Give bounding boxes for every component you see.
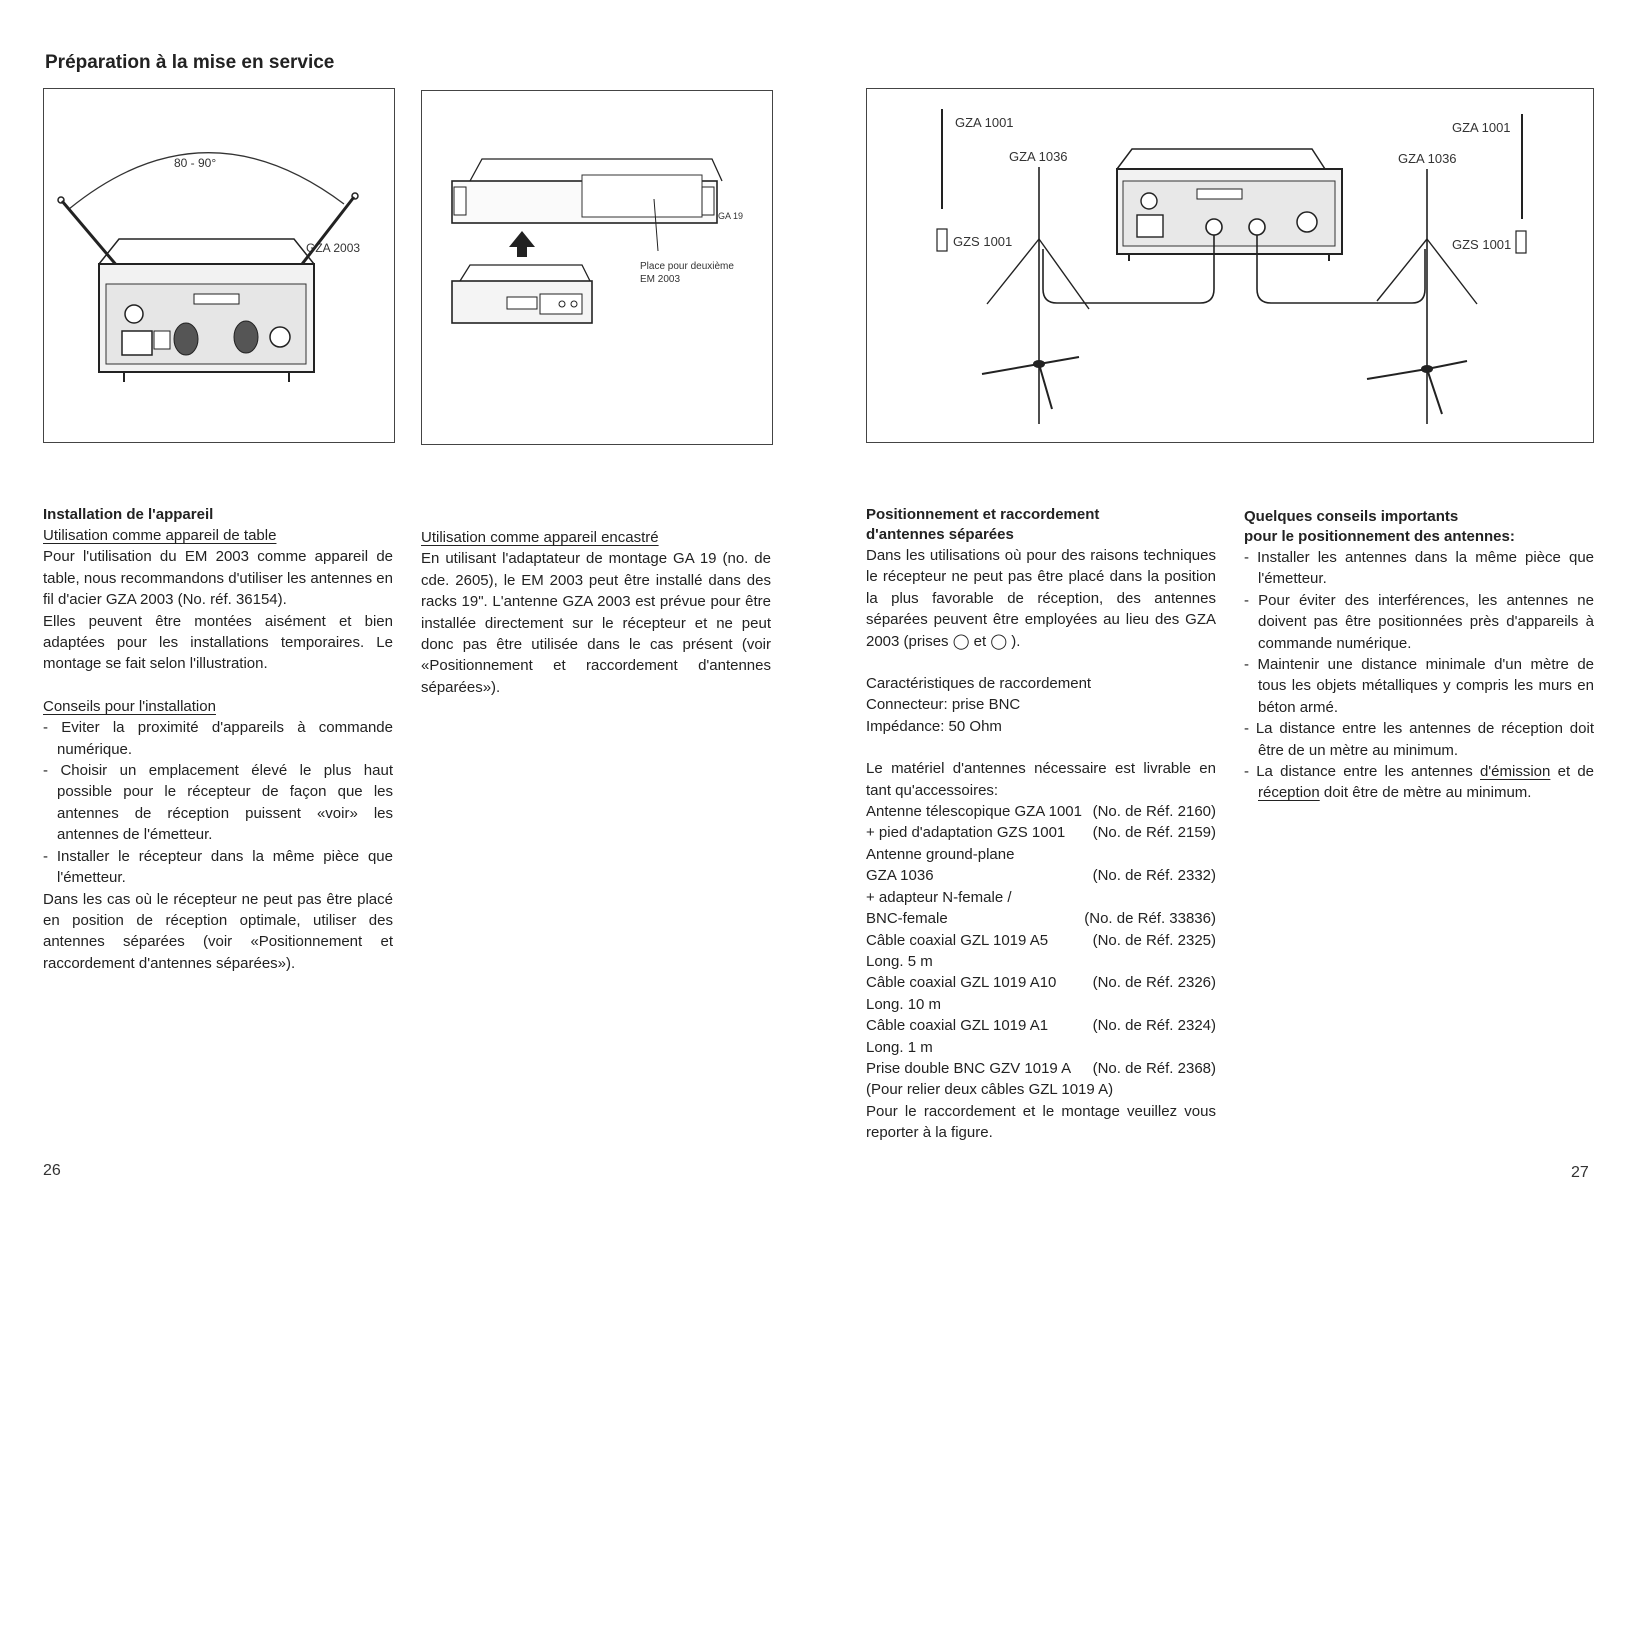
left-telescopic-label: GZA 1001 [955, 115, 1014, 130]
right-foot-label: GZS 1001 [1452, 237, 1512, 252]
column-installation [43, 505, 393, 974]
list-item: + adapteur N-female / [866, 888, 1012, 906]
right-telescopic-label: GZA 1001 [1452, 120, 1511, 135]
connection-title: Caractéristiques de raccordement [866, 675, 1092, 693]
list-item: Câble coaxial GZL 1019 A1 (No. de Réf. 2324) [866, 1017, 1216, 1035]
tips-heading-line2: pour le positionnement des antennes: [1244, 528, 1515, 545]
list-item: Long. 5 m [866, 952, 933, 970]
table-use-paragraph-1: Pour l'utilisation du EM 2003 comme appareil de table, nous recommandons d'utiliser les antennes en fil d'acier GZA 2003 (No. réf. 36154). [43, 548, 393, 609]
list-item: Câble coaxial GZL 1019 A10 (No. de Réf. 2326) [866, 974, 1216, 992]
list-item: Antenne télescopique GZA 1001 (No. de Réf. 2160) [866, 803, 1216, 821]
installation-tips-subheading: Conseils pour l'installation [43, 697, 216, 715]
list-item: - Pour éviter des interférences, les antennes ne doivent pas être positionnées près d'appareils à commande numérique. [1244, 591, 1594, 652]
list-item: Antenne ground-plane [866, 845, 1015, 863]
left-foot-label: GZS 1001 [953, 234, 1013, 249]
figure-separate-antennas [866, 88, 1594, 443]
rack-use-subheading: Utilisation comme appareil encastré [421, 529, 659, 546]
page-number-left: 26 [43, 1162, 61, 1179]
rack-use-paragraph: En utilisant l'adaptateur de montage GA 19 (no. de cde. 2605), le EM 2003 peut être installé dans des racks 19". L'antenne GZA 2003 est prévue pour être installée directement sur le récepteur et ne peut donc pas être utilisée dans le cas présent (voir «Positionnement et raccordement d'antennes séparées»). [421, 550, 771, 696]
page-title: Préparation à la mise en service [45, 52, 335, 73]
figure-rack-installation-drawing [422, 91, 772, 444]
separate-antennas-paragraph: Dans les cas où le récepteur ne peut pas être placé en position de réception optimale, utiliser des antennes séparées (voir «Positionnement et raccordement d'antennes séparées»). [43, 890, 393, 972]
tips-heading-line1: Quelques conseils importants [1244, 508, 1459, 525]
list-item: - Eviter la proximité d'appareils à commande numérique. [43, 719, 393, 758]
list-item: - Choisir un emplacement élevé le plus haut possible pour le récepteur de façon que les antennes de réception puissent «voir» les antennes de l'émetteur. [43, 762, 393, 844]
list-item: - Installer les antennes dans la même pièce que l'émetteur. [1244, 549, 1594, 588]
left-groundplane-label: GZA 1036 [1009, 149, 1068, 164]
list-item: (Pour relier deux câbles GZL 1019 A) [866, 1081, 1114, 1099]
caption-line1: Place pour deuxième [640, 261, 734, 272]
accessories-intro: Le matériel d'antennes nécessaire est livrable en tant qu'accessoires: [866, 760, 1216, 799]
accessories-list [866, 801, 1216, 1101]
connection-impedance: Impédance: 50 Ohm [866, 717, 1002, 735]
list-item: Long. 10 m [866, 995, 942, 1013]
column-rack-use [421, 527, 771, 698]
table-use-paragraph-2: Elles peuvent être montées aisément et bien adaptées pour les installations temporaires. Le montage se fait selon l'illustration. [43, 612, 393, 673]
page-number-right: 27 [1571, 1164, 1589, 1181]
adapter-label: GA 19 [718, 211, 744, 221]
right-groundplane-label: GZA 1036 [1398, 151, 1457, 166]
list-item: + pied d'adaptation GZS 1001 (No. de Réf. 2159) [866, 824, 1216, 842]
antenna-label: GZA 2003 [306, 241, 361, 255]
angle-label: 80 - 90° [174, 156, 217, 170]
figure-rack-installation [421, 90, 773, 445]
list-item: GZA 1036 (No. de Réf. 2332) [866, 867, 1216, 885]
list-item: - La distance entre les antennes d'émission et de réception doit être de mètre au minimum. [1244, 763, 1595, 802]
installation-tips-list [43, 717, 393, 888]
positioning-heading-line2: d'antennes séparées [866, 526, 1014, 543]
connection-connector: Connecteur: prise BNC [866, 696, 1021, 714]
list-item: BNC-female (No. de Réf. 33836) [866, 910, 1216, 928]
list-item: Câble coaxial GZL 1019 A5 (No. de Réf. 2325) [866, 931, 1216, 949]
list-item: - La distance entre les antennes de réception doit être de un mètre au minimum. [1244, 720, 1594, 759]
figure-separate-antennas-drawing [867, 89, 1593, 442]
list-item: - Maintenir une distance minimale d'un mètre de tous les objets métalliques y compris les murs en béton armé. [1244, 656, 1594, 716]
list-item: - Installer le récepteur dans la même pièce que l'émetteur. [43, 847, 393, 887]
table-use-subheading: Utilisation comme appareil de table [43, 527, 277, 544]
figure-table-installation [43, 88, 395, 443]
column-important-tips [1244, 507, 1594, 804]
list-item: Long. 1 m [866, 1038, 933, 1056]
positioning-heading-line1: Positionnement et raccordement [866, 506, 1100, 523]
caption-line2: EM 2003 [640, 274, 681, 285]
positioning-paragraph: Dans les utilisations où pour des raisons techniques le récepteur ne peut pas être placé dans la position la plus favorable de réception, des antennes séparées peuvent être employées au lieu des GZA 2003 (prises ◯ et ◯ ). [866, 547, 1216, 650]
figure-table-installation-drawing [44, 89, 394, 442]
installation-heading: Installation de l'appareil [43, 506, 214, 523]
closing-paragraph: Pour le raccordement et le montage veuillez vous reporter à la figure. [866, 1102, 1216, 1142]
list-item: Prise double BNC GZV 1019 A (No. de Réf. 2368) [866, 1059, 1216, 1077]
column-positioning [866, 505, 1216, 1144]
important-tips-list [1244, 547, 1594, 804]
